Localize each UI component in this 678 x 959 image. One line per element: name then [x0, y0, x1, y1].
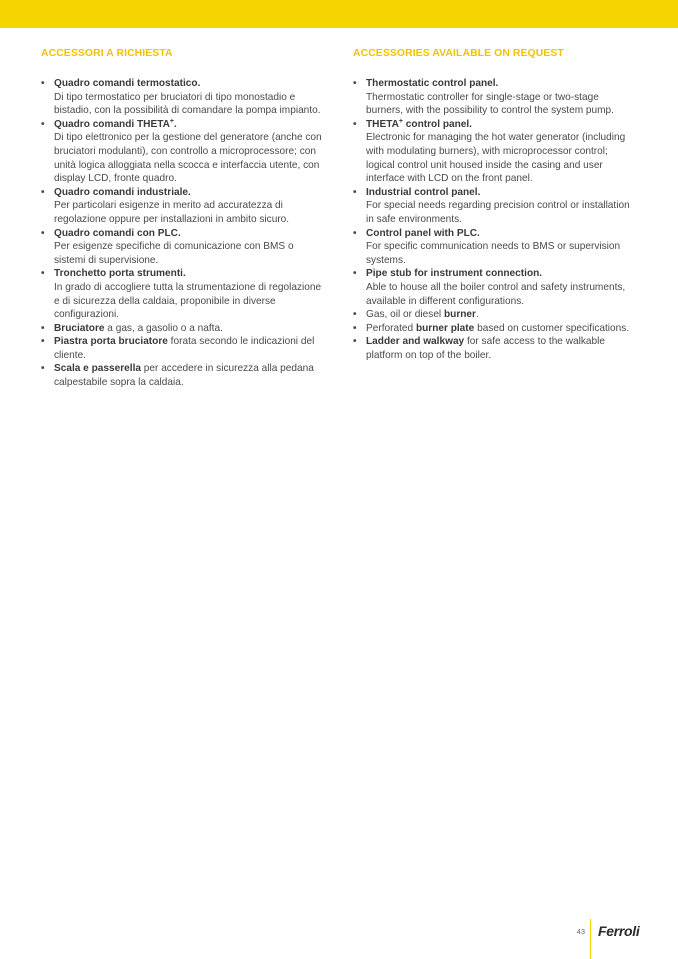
list-item — [353, 267, 636, 308]
item-name: Quadro comandi THETA — [54, 118, 170, 130]
item-text: forata secondo le indicazioni del cliente. — [54, 336, 315, 361]
item-name: Quadro comandi industriale. — [54, 186, 191, 198]
list-item — [353, 322, 636, 336]
item-name: Control panel with PLC. — [366, 227, 480, 239]
bullet-icon: • — [353, 268, 357, 280]
bullet-icon: • — [353, 118, 357, 130]
item-name: Quadro comandi termostatico. — [54, 78, 201, 89]
item-description: Di tipo elettronico per la gestione del generatore (anche con bruciatori modulanti), con controllo a microprocessore; con unità logica alloggiata nella scocca e interfaccia utente, con display LCD, fronte quadro. — [54, 132, 322, 185]
bullet-icon: • — [353, 336, 357, 348]
list-item — [41, 322, 324, 336]
item-description: Di tipo termostatico per bruciatori di tipo monostadio e bistadio, con la possibilità di comandare la pompa impianto. — [54, 91, 321, 117]
list-item — [41, 267, 324, 321]
superscript-plus: + — [398, 117, 403, 125]
item-name: Quadro comandi con PLC. — [54, 227, 181, 239]
bullet-icon: • — [41, 78, 45, 89]
bullet-icon: • — [353, 78, 357, 89]
bullet-icon: • — [41, 322, 45, 334]
bullet-icon: • — [353, 322, 357, 334]
bullet-icon: • — [41, 336, 45, 348]
section-title-en: ACCESSORIES AVAILABLE ON REQUEST — [353, 48, 564, 59]
list-item — [41, 335, 324, 362]
footer-divider — [590, 919, 591, 959]
item-name: Scala e passerella — [54, 363, 141, 375]
accessory-list-it — [41, 77, 324, 390]
superscript-plus: + — [169, 117, 174, 125]
section-title-it: ACCESSORI A RICHIESTA — [41, 48, 173, 59]
list-item — [41, 227, 324, 268]
list-item — [41, 77, 324, 118]
list-item — [41, 118, 324, 186]
item-text: per accedere in sicurezza alla pedana calpestabile sopra la caldaia. — [54, 363, 314, 389]
list-item — [353, 186, 636, 227]
item-text: Perforated — [366, 322, 416, 334]
list-item — [41, 362, 324, 389]
item-name-suffix: control panel. — [403, 118, 472, 130]
item-text: for safe access to the walkable platform on top of the boiler. — [366, 336, 605, 361]
item-name-suffix: . — [174, 118, 177, 130]
item-description: For specific communication needs to BMS or supervision systems. — [366, 241, 621, 266]
brand-logo: Ferroli — [598, 923, 640, 939]
item-name: THETA — [366, 118, 399, 130]
item-name: Piastra porta bruciatore — [54, 336, 168, 348]
item-text: a gas, a gasolio o a nafta. — [104, 322, 223, 334]
item-description: Able to house all the boiler control and safety instruments, available in different configurations. — [366, 281, 626, 307]
bullet-icon: • — [41, 268, 45, 280]
list-item — [353, 118, 636, 186]
bullet-icon: • — [41, 227, 45, 239]
item-description: Thermostatic controller for single-stage or two-stage burners, with the possibility to control the system pump. — [366, 91, 614, 117]
item-name: Pipe stub for instrument connection. — [366, 268, 543, 280]
item-description: Electronic for managing the hot water generator (including with modulating burners), with microprocessor control; logical control unit housed inside the casing and user interface with LCD on the front panel. — [366, 132, 626, 185]
bullet-icon: • — [41, 118, 45, 130]
item-name: Bruciatore — [54, 322, 105, 334]
item-name: burner — [443, 309, 476, 321]
item-name: Thermostatic control panel. — [366, 78, 499, 89]
page-number: 43 — [576, 927, 585, 936]
item-name: Industrial control panel. — [366, 186, 481, 198]
list-item — [353, 227, 636, 268]
item-name: Ladder and walkway — [366, 336, 465, 348]
accessory-list-en — [353, 77, 636, 362]
english-column — [353, 47, 636, 362]
top-yellow-band — [0, 0, 678, 28]
item-text: . — [475, 309, 479, 321]
item-text: based on customer specifications. — [474, 322, 630, 334]
item-name: burner plate — [415, 322, 475, 334]
bullet-icon: • — [41, 363, 45, 375]
item-description: For special needs regarding precision control or installation in safe environments. — [366, 200, 630, 225]
item-text: Gas, oil or diesel — [366, 309, 444, 321]
bullet-icon: • — [41, 186, 45, 198]
list-item — [41, 186, 324, 227]
item-name: Tronchetto porta strumenti. — [54, 268, 186, 280]
italian-column — [41, 47, 324, 390]
bullet-icon: • — [353, 309, 357, 321]
list-item — [353, 335, 636, 362]
list-item — [353, 308, 636, 322]
item-description: Per esigenze specifiche di comunicazione con BMS o sistemi di supervisione. — [54, 241, 294, 266]
bullet-icon: • — [353, 186, 357, 198]
bullet-icon: • — [353, 227, 357, 239]
item-description: In grado di accogliere tutta la strumentazione di regolazione e di sicurezza della caldaia, proponibile in diverse configurazioni. — [54, 281, 322, 321]
item-description: Per particolari esigenze in merito ad accuratezza di regolazione oppure per installazioni in ambito sicuro. — [54, 200, 290, 225]
list-item — [353, 77, 636, 118]
